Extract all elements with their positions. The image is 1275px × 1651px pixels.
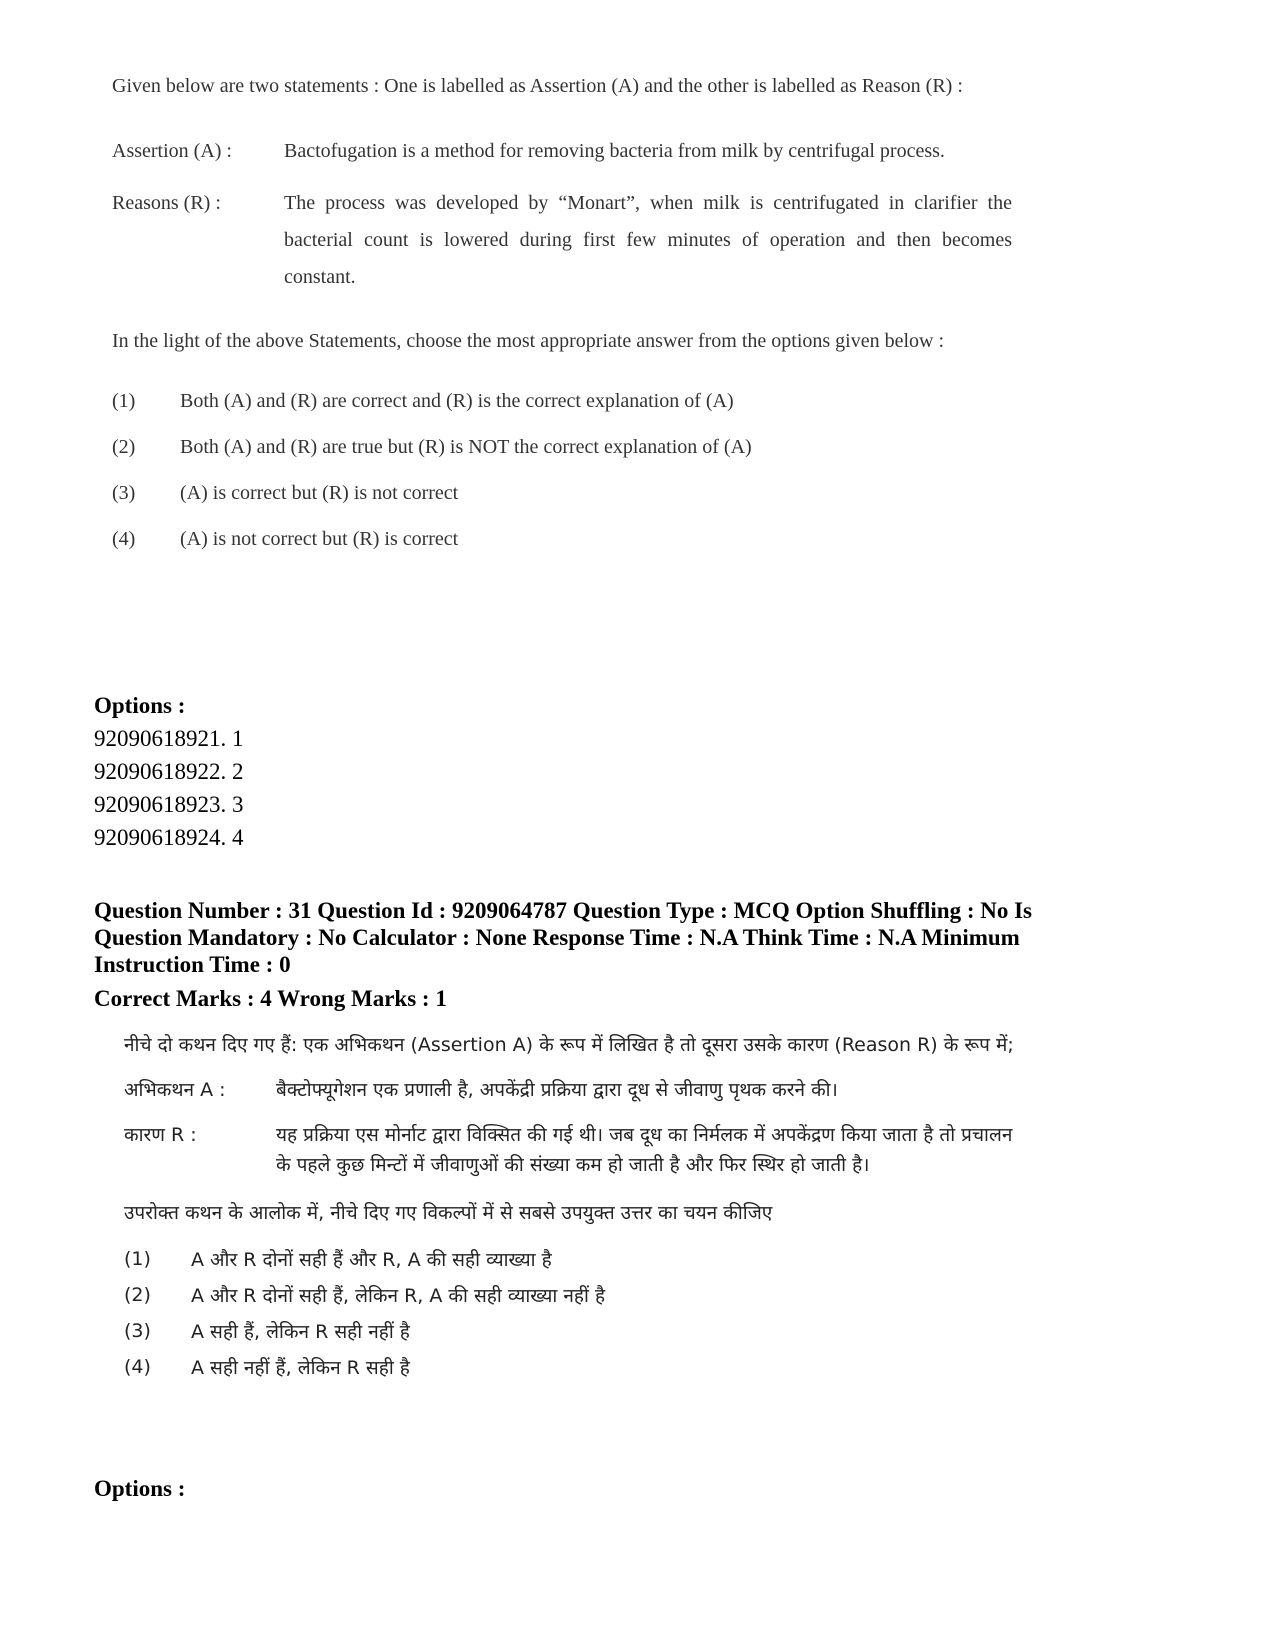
q31-reason-row: [124, 1120, 1019, 1180]
q31-choice-number: (1): [124, 1248, 151, 1270]
q31-assertion-row: [124, 1075, 1019, 1105]
q30-reason-row: [112, 185, 1012, 296]
q30-choice-list: [112, 378, 1012, 562]
q30-choice-text: Both (A) and (R) are correct and (R) is the correct explanation of (A): [180, 389, 734, 412]
q30-choice-number: (4): [112, 527, 136, 550]
q31-header: [94, 897, 1069, 1015]
q31-reason-text: यह प्रक्रिया एस मोर्नाट द्वारा विक्सित की गई थी। जब दूध का निर्मलक में अपकेंद्रण किया जाता है तो प्रचालन के पहले कुछ मिन्टों में जीवाणुओं की संख्या कम हो जाती है और फिर स्थिर हो जाती है।: [276, 1124, 1013, 1176]
option-id: 92090618922. 2: [94, 759, 244, 784]
marks-info: Correct Marks : 4 Wrong Marks : 1: [94, 986, 447, 1011]
q31-intro: नीचे दो कथन दिए गए हैं: एक अभिकथन (Assertion A) के रूप में लिखित है तो दूसरा उसके कारण (Reason R) के रूप में;: [124, 1034, 1014, 1056]
q31-choice-text: A सही नहीं हैं, लेकिन R सही है: [191, 1357, 410, 1379]
q31-choice: [124, 1349, 1019, 1385]
q30-assertion-row: [112, 133, 1012, 170]
option-id: 92090618921. 1: [94, 726, 244, 751]
q31-choice-number: (4): [124, 1356, 151, 1378]
q30-choice-number: (2): [112, 435, 136, 458]
q31-choice-text: A सही हैं, लेकिन R सही नहीं है: [191, 1321, 410, 1343]
q31-choice-number: (3): [124, 1320, 151, 1342]
q31-choice: [124, 1277, 1019, 1313]
options-heading: Options :: [94, 693, 186, 718]
q31-assertion-text: बैक्टोफ्यूगेशन एक प्रणाली है, अपकेंद्री प्रक्रिया द्वारा दूध से जीवाणु पृथक करने की।: [276, 1079, 838, 1101]
q30-choice: [112, 470, 1012, 516]
q30-choice: [112, 378, 1012, 424]
q31-choice-number: (2): [124, 1284, 151, 1306]
q30-choice: [112, 424, 1012, 470]
q31-choice-text: A और R दोनों सही हैं, लेकिन R, A की सही व्याख्या नहीं है: [191, 1285, 606, 1307]
option-id: 92090618924. 4: [94, 825, 244, 850]
q30-options-section: [94, 689, 1194, 854]
q31-choice: [124, 1241, 1019, 1277]
option-id: 92090618923. 3: [94, 792, 244, 817]
q31-assertion-label: अभिकथन A :: [124, 1079, 226, 1101]
q30-choice-text: (A) is correct but (R) is not correct: [180, 481, 459, 504]
options-heading: Options :: [94, 1476, 186, 1501]
q30-question-block: [112, 68, 1012, 562]
q30-reason-text: The process was developed by “Monart”, when milk is centrifugated in clarifier the bacterial count is lowered during first few minutes of operation and then becomes constant.: [284, 192, 1012, 288]
q30-instruction: In the light of the above Statements, choose the most appropriate answer from the options given below :: [112, 330, 945, 352]
q30-assertion-text: Bactofugation is a method for removing bacteria from milk by centrifugal process.: [284, 140, 945, 162]
q31-choice-text: A और R दोनों सही हैं और R, A की सही व्याख्या है: [191, 1249, 552, 1271]
q30-reason-label: Reasons (R) :: [112, 192, 221, 214]
q31-instruction: उपरोक्त कथन के आलोक में, नीचे दिए गए विकल्पों में से सबसे उपयुक्त उत्तर का चयन कीजिए: [124, 1202, 773, 1224]
q31-choice: [124, 1313, 1019, 1349]
q30-choice: [112, 516, 1012, 562]
q30-choice-text: Both (A) and (R) are true but (R) is NOT the correct explanation of (A): [180, 435, 752, 458]
q30-choice-number: (3): [112, 481, 136, 504]
q31-choice-list: [124, 1241, 1019, 1385]
q30-intro: Given below are two statements : One is labelled as Assertion (A) and the other is labelled as Reason (R) :: [112, 75, 963, 97]
q30-choice-number: (1): [112, 389, 136, 412]
q30-choice-text: (A) is not correct but (R) is correct: [180, 527, 459, 550]
q30-assertion-label: Assertion (A) :: [112, 140, 232, 162]
q31-options-section: [94, 1472, 1194, 1505]
question-info: Question Number : 31 Question Id : 9209064787 Question Type : MCQ Option Shuffling : No Is Question Mandatory : No Calculator : None Response Time : N.A Think Time : N.A Minimum Instruction Time : 0: [94, 898, 1033, 977]
q31-question-block: [124, 1032, 1019, 1385]
q31-reason-label: कारण R :: [124, 1124, 197, 1146]
